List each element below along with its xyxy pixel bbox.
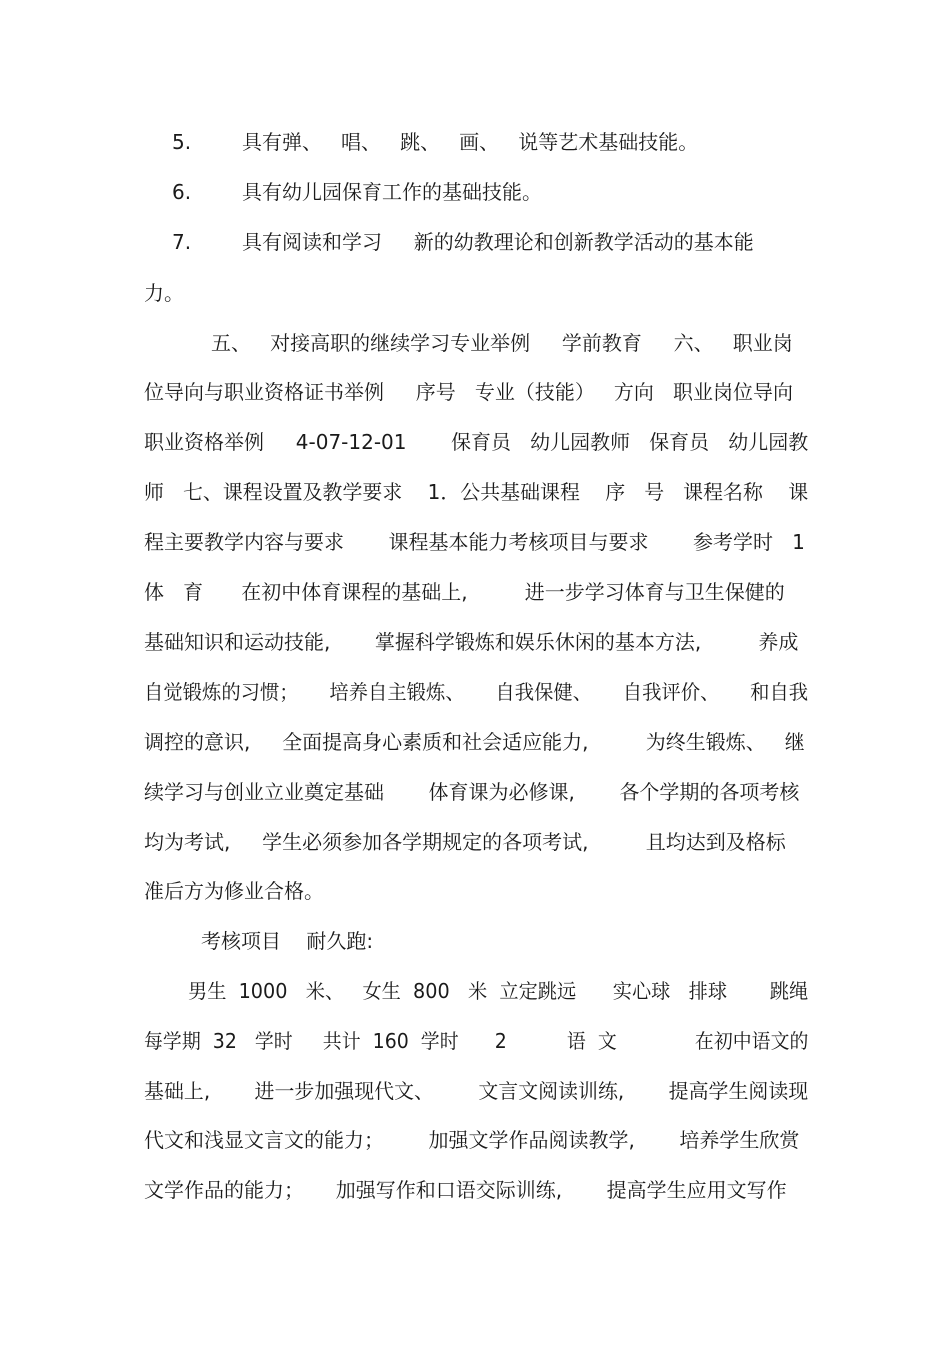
paragraph-line: 续学习与创业立业奠定基础 体育课为必修课, 各个学期的各项考核 [144, 780, 800, 804]
paragraph-line: 师 七、课程设置及教学要求 1．公共基础课程 序 号 课程名称 课 [144, 480, 809, 504]
paragraph-line: 位导向与职业资格证书举例 序号 专业（技能） 方向 职业岗位导向 [144, 380, 794, 404]
paragraph-line: 均为考试, 学生必须参加各学期规定的各项考试, 且均达到及格标 [144, 830, 786, 854]
paragraph-line: 7. 具有阅读和学习 新的幼教理论和创新教学活动的基本能 [172, 230, 754, 254]
paragraph-line: 代文和浅显文言文的能力； 加强文学作品阅读教学, 培养学生欣赏 [144, 1128, 800, 1152]
paragraph-line: 5. 具有弹、 唱、 跳、 画、 说等艺术基础技能。 [172, 130, 699, 154]
paragraph-line: 自觉锻炼的习惯； 培养自主锻炼、 自我保健、 自我评价、 和自我 [144, 680, 809, 704]
paragraph-line: 6. 具有幼儿园保育工作的基础技能。 [172, 180, 542, 204]
paragraph-line: 程主要教学内容与要求 课程基本能力考核项目与要求 参考学时 1 [144, 530, 805, 554]
paragraph-line: 职业资格举例 4-07-12-01 保育员 幼儿园教师 保育员 幼儿园教 [144, 430, 809, 454]
paragraph-line: 基础上, 进一步加强现代文、 文言文阅读训练, 提高学生阅读现 [144, 1079, 809, 1103]
paragraph-line: 每学期 32 学时 共计 160 学时 2 语 文 在初中语文的 [144, 1029, 809, 1053]
paragraph-line: 体 育 在初中体育课程的基础上, 进一步学习体育与卫生保健的 [144, 580, 785, 604]
paragraph-line: 文学作品的能力； 加强写作和口语交际训练, 提高学生应用文写作 [144, 1178, 787, 1202]
paragraph-line: 基础知识和运动技能, 掌握科学锻炼和娱乐休闲的基本方法, 养成 [144, 630, 799, 654]
paragraph-line: 五、 对接高职的继续学习专业举例 学前教育 六、 职业岗 [211, 331, 793, 355]
paragraph-line: 考核项目 耐久跑: [201, 929, 374, 953]
paragraph-line: 男生 1000 米、 女生 800 米 立定跳远 实心球 排球 跳绳 [188, 979, 809, 1003]
paragraph-line: 准后方为修业合格。 [144, 879, 324, 903]
paragraph-line: 力。 [144, 281, 184, 305]
paragraph-line: 调控的意识, 全面提高身心素质和社会适应能力, 为终生锻炼、 继 [144, 730, 805, 754]
